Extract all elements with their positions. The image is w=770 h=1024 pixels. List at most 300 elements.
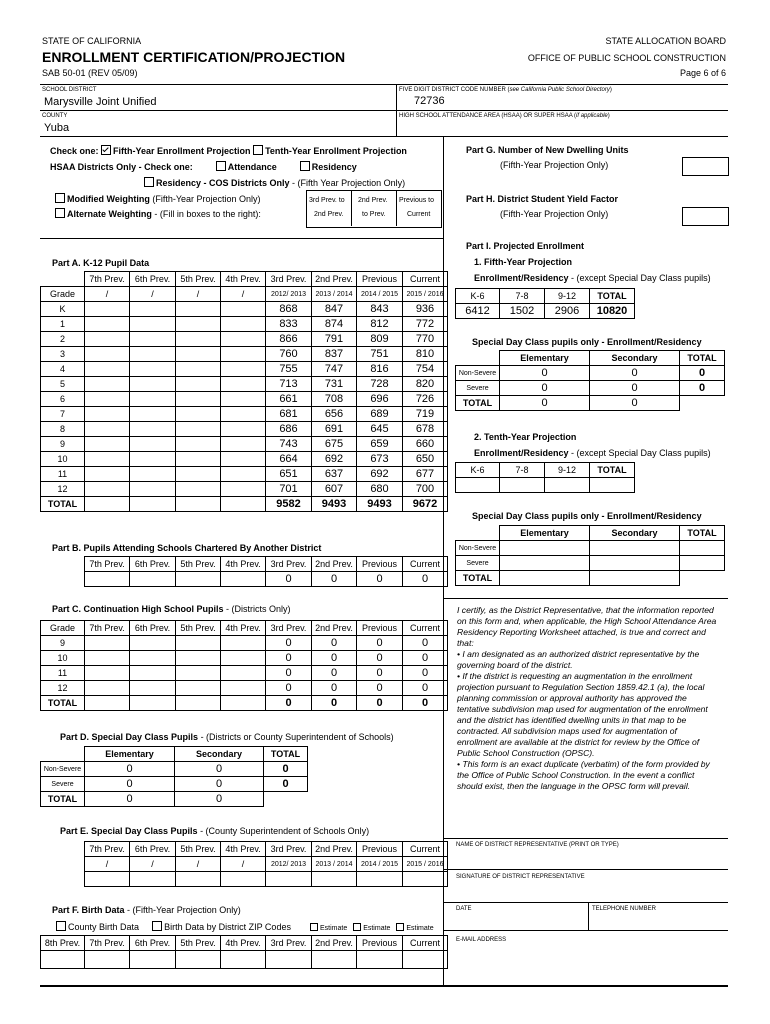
signature-field[interactable]	[455, 882, 727, 900]
data-cell[interactable]: 692	[312, 452, 357, 467]
year-cell[interactable]: 2014 / 2015	[357, 287, 403, 302]
col-header: 5th Prev.	[176, 272, 221, 287]
data-cell[interactable]	[176, 392, 221, 407]
data-cell[interactable]: 700	[403, 482, 448, 497]
data-cell[interactable]: 0	[312, 666, 357, 681]
data-cell[interactable]	[176, 636, 221, 651]
table-row	[41, 317, 448, 332]
data-cell[interactable]	[85, 317, 130, 332]
data-cell[interactable]	[221, 666, 266, 681]
county-rule	[40, 136, 728, 137]
data-cell[interactable]: 689	[357, 407, 403, 422]
data-cell[interactable]	[85, 696, 130, 711]
data-cell[interactable]	[221, 651, 266, 666]
data-cell[interactable]: 0	[403, 681, 448, 696]
board-label: STATE ALLOCATION BOARD	[605, 36, 726, 46]
data-cell[interactable]	[176, 407, 221, 422]
data-cell[interactable]	[85, 872, 130, 887]
year-cell[interactable]: 2015 / 2016	[403, 857, 448, 872]
year-cell[interactable]: 2013 / 2014	[312, 287, 357, 302]
county-field[interactable]: Yuba	[44, 122, 70, 134]
total-label: TOTAL	[456, 571, 500, 586]
data-cell[interactable]	[266, 872, 312, 887]
data-cell[interactable]: 0	[312, 681, 357, 696]
data-cell[interactable]: 713	[266, 377, 312, 392]
data-cell[interactable]: 731	[312, 377, 357, 392]
col-header: Elementary	[500, 351, 590, 366]
year-cell[interactable]: /	[130, 287, 176, 302]
data-cell[interactable]: 0	[175, 762, 264, 777]
data-cell[interactable]	[85, 452, 130, 467]
yield-factor-field[interactable]	[682, 207, 729, 226]
data-cell[interactable]	[130, 497, 176, 512]
data-cell[interactable]: 661	[266, 392, 312, 407]
data-cell[interactable]: 673	[357, 452, 403, 467]
data-cell[interactable]	[130, 651, 176, 666]
data-cell[interactable]	[130, 317, 176, 332]
data-cell[interactable]: 719	[403, 407, 448, 422]
data-cell[interactable]: 677	[403, 467, 448, 482]
data-cell[interactable]: 0	[266, 636, 312, 651]
data-cell[interactable]: 847	[312, 302, 357, 317]
data-cell[interactable]: 645	[357, 422, 403, 437]
data-cell[interactable]: 760	[266, 347, 312, 362]
data-cell[interactable]: 701	[266, 482, 312, 497]
total-cell: 9493	[312, 497, 357, 512]
data-cell[interactable]: 696	[357, 392, 403, 407]
col-header: 7th Prev.	[85, 936, 130, 951]
year-cell[interactable]: /	[176, 857, 221, 872]
year-cell[interactable]: /	[130, 857, 176, 872]
data-cell[interactable]: 936	[403, 302, 448, 317]
district-rule	[40, 110, 728, 111]
data-cell[interactable]: 843	[357, 302, 403, 317]
data-cell[interactable]: 812	[357, 317, 403, 332]
data-cell[interactable]: 868	[266, 302, 312, 317]
district-field[interactable]: Marysville Joint Unified	[44, 96, 157, 108]
data-cell[interactable]	[176, 332, 221, 347]
certification-text	[457, 605, 719, 792]
data-cell[interactable]	[357, 951, 403, 969]
column-divider	[443, 136, 444, 985]
year-cell[interactable]: /	[176, 287, 221, 302]
year-cell[interactable]: /	[221, 857, 266, 872]
part-h-title: Part H. District Student Yield Factor	[466, 194, 619, 204]
data-cell[interactable]: 0	[403, 651, 448, 666]
data-cell[interactable]: 681	[266, 407, 312, 422]
data-cell[interactable]: 0	[403, 572, 448, 587]
email-field[interactable]	[455, 945, 727, 975]
data-cell[interactable]	[130, 951, 176, 969]
data-cell[interactable]	[85, 482, 130, 497]
grade-label: 1	[41, 317, 85, 332]
data-cell[interactable]	[176, 317, 221, 332]
data-cell[interactable]: 0	[85, 777, 175, 792]
weight-label: 2nd Prev.	[314, 211, 344, 218]
data-cell[interactable]	[176, 872, 221, 887]
data-cell[interactable]	[130, 467, 176, 482]
data-cell[interactable]	[403, 951, 448, 969]
data-cell[interactable]	[221, 392, 266, 407]
date-label: DATE	[456, 906, 472, 912]
estimate-checkbox-2[interactable]	[353, 923, 361, 931]
data-cell[interactable]	[176, 422, 221, 437]
dwelling-units-field[interactable]	[682, 157, 729, 176]
total-cell: 0	[590, 396, 680, 411]
sig-rule	[443, 869, 728, 870]
data-cell[interactable]: 0	[266, 666, 312, 681]
data-cell[interactable]: 0	[590, 366, 680, 381]
data-cell[interactable]: 656	[312, 407, 357, 422]
table-row	[41, 651, 448, 666]
data-cell[interactable]: 650	[403, 452, 448, 467]
grade-label: 9	[41, 636, 85, 651]
data-cell[interactable]	[500, 556, 590, 571]
grade-label: 10	[41, 651, 85, 666]
data-cell[interactable]: 0	[403, 636, 448, 651]
year-cell[interactable]: 2012/ 2013	[266, 857, 312, 872]
data-cell[interactable]	[221, 332, 266, 347]
data-cell[interactable]	[130, 347, 176, 362]
data-cell[interactable]	[85, 681, 130, 696]
data-cell[interactable]	[85, 651, 130, 666]
data-cell[interactable]: 678	[403, 422, 448, 437]
data-cell[interactable]: 0	[175, 777, 264, 792]
table-row	[41, 482, 448, 497]
data-cell[interactable]	[221, 467, 266, 482]
data-cell[interactable]: 0	[590, 381, 680, 396]
data-cell[interactable]	[221, 407, 266, 422]
grade-label: 11	[41, 666, 85, 681]
total-label: TOTAL	[41, 792, 85, 807]
data-cell[interactable]: 728	[357, 377, 403, 392]
data-cell[interactable]: 637	[312, 467, 357, 482]
data-cell[interactable]	[221, 482, 266, 497]
grade-header: Grade	[41, 621, 85, 636]
data-cell[interactable]	[221, 347, 266, 362]
data-cell[interactable]	[130, 407, 176, 422]
data-cell[interactable]	[266, 951, 312, 969]
part-f-table	[40, 935, 448, 969]
data-cell[interactable]: 0	[266, 572, 312, 587]
data-cell[interactable]	[176, 951, 221, 969]
col-header: 6th Prev.	[130, 842, 176, 857]
data-cell[interactable]: 772	[403, 317, 448, 332]
data-cell[interactable]: 747	[312, 362, 357, 377]
data-cell[interactable]	[130, 332, 176, 347]
col-header: 2nd Prev.	[312, 936, 357, 951]
col-header: Elementary	[85, 747, 175, 762]
data-cell[interactable]	[176, 696, 221, 711]
part-c-table	[40, 620, 448, 711]
data-cell[interactable]: 708	[312, 392, 357, 407]
data-cell[interactable]	[500, 541, 590, 556]
table-row	[41, 392, 448, 407]
data-cell[interactable]: 607	[312, 482, 357, 497]
data-cell[interactable]	[221, 377, 266, 392]
data-cell[interactable]: 0	[85, 762, 175, 777]
data-cell[interactable]: 664	[266, 452, 312, 467]
data-cell[interactable]	[130, 302, 176, 317]
fifth-year-title: 1. Fifth-Year Projection	[474, 257, 573, 267]
data-cell[interactable]	[176, 452, 221, 467]
data-cell[interactable]: 0	[500, 381, 590, 396]
data-cell[interactable]	[221, 696, 266, 711]
data-cell[interactable]: 686	[266, 422, 312, 437]
total-cell: 10820	[590, 304, 635, 319]
data-cell[interactable]	[590, 556, 680, 571]
data-cell[interactable]	[176, 437, 221, 452]
data-cell[interactable]	[85, 636, 130, 651]
total-cell: 9672	[403, 497, 448, 512]
data-cell[interactable]	[500, 478, 545, 493]
data-cell[interactable]	[130, 437, 176, 452]
footer-rule	[40, 985, 728, 987]
data-cell[interactable]: 680	[357, 482, 403, 497]
data-cell[interactable]: 692	[357, 467, 403, 482]
data-cell[interactable]	[85, 497, 130, 512]
col-header: 3rd Prev.	[266, 557, 312, 572]
data-cell[interactable]: 866	[266, 332, 312, 347]
data-cell[interactable]: 0	[357, 651, 403, 666]
data-cell[interactable]: 0	[357, 681, 403, 696]
data-cell[interactable]	[130, 666, 176, 681]
data-cell[interactable]: 820	[403, 377, 448, 392]
residency-checkbox[interactable]	[300, 161, 310, 171]
data-cell[interactable]	[85, 437, 130, 452]
col-header: TOTAL	[590, 463, 635, 478]
data-cell[interactable]: 833	[266, 317, 312, 332]
data-cell[interactable]: 6412	[456, 304, 500, 319]
data-cell[interactable]	[130, 452, 176, 467]
data-cell[interactable]: 2906	[545, 304, 590, 319]
county-label: COUNTY	[42, 113, 68, 119]
year-cell[interactable]: 2014 / 2015	[357, 857, 403, 872]
total-cell	[680, 556, 725, 571]
data-cell[interactable]	[85, 422, 130, 437]
data-cell[interactable]	[456, 478, 500, 493]
data-cell[interactable]: 0	[357, 666, 403, 681]
data-cell[interactable]	[85, 377, 130, 392]
data-cell[interactable]: 754	[403, 362, 448, 377]
col-header: 7th Prev.	[85, 842, 130, 857]
data-cell[interactable]: 837	[312, 347, 357, 362]
data-cell[interactable]: 743	[266, 437, 312, 452]
total-label: TOTAL	[41, 696, 85, 711]
data-cell[interactable]	[176, 302, 221, 317]
year-cell[interactable]: /	[85, 857, 130, 872]
data-cell[interactable]	[85, 407, 130, 422]
data-cell[interactable]: 0	[403, 666, 448, 681]
data-cell[interactable]: 726	[403, 392, 448, 407]
table-row	[41, 467, 448, 482]
data-cell[interactable]	[130, 422, 176, 437]
table-row	[41, 681, 448, 696]
data-cell[interactable]: 770	[403, 332, 448, 347]
year-cell[interactable]: 2012/ 2013	[266, 287, 312, 302]
zip-birth-checkbox[interactable]	[152, 921, 162, 931]
data-cell[interactable]: 675	[312, 437, 357, 452]
col-header: Current	[403, 936, 448, 951]
data-cell[interactable]	[176, 651, 221, 666]
data-cell[interactable]	[403, 872, 448, 887]
data-cell[interactable]	[312, 872, 357, 887]
data-cell[interactable]	[85, 392, 130, 407]
data-cell[interactable]: 659	[357, 437, 403, 452]
col-header: 2nd Prev.	[312, 621, 357, 636]
col-header: 7th Prev.	[85, 272, 130, 287]
col-header: 4th Prev.	[221, 621, 266, 636]
total-cell: 0	[403, 696, 448, 711]
data-cell[interactable]	[312, 951, 357, 969]
total-cell: 0	[357, 696, 403, 711]
grade-label: 5	[41, 377, 85, 392]
data-cell[interactable]	[85, 572, 130, 587]
col-header: 9-12	[545, 463, 590, 478]
data-cell[interactable]: 816	[357, 362, 403, 377]
grade-label: 6	[41, 392, 85, 407]
data-cell[interactable]	[221, 362, 266, 377]
data-cell[interactable]: 0	[357, 636, 403, 651]
data-cell[interactable]: 755	[266, 362, 312, 377]
fifth-year-table	[455, 288, 635, 319]
data-cell[interactable]: 0	[312, 572, 357, 587]
year-cell[interactable]: /	[85, 287, 130, 302]
weight-label: 2nd Prev.	[358, 197, 388, 204]
date-field[interactable]	[455, 913, 585, 929]
data-cell[interactable]: 791	[312, 332, 357, 347]
data-cell[interactable]	[176, 666, 221, 681]
total-label: TOTAL	[41, 497, 85, 512]
data-cell[interactable]	[176, 362, 221, 377]
name-field[interactable]	[455, 850, 727, 868]
weighting-divider	[351, 190, 352, 226]
estimate-checkbox-3[interactable]	[396, 923, 404, 931]
fifth-year-checkbox[interactable]	[101, 145, 111, 155]
year-cell[interactable]: 2013 / 2014	[312, 857, 357, 872]
data-cell[interactable]	[221, 872, 266, 887]
data-cell[interactable]: 0	[266, 651, 312, 666]
table-row	[41, 636, 448, 651]
data-cell[interactable]	[176, 467, 221, 482]
data-cell[interactable]: 751	[357, 347, 403, 362]
data-cell[interactable]	[221, 681, 266, 696]
data-cell[interactable]	[221, 422, 266, 437]
data-cell[interactable]	[221, 302, 266, 317]
weight-label: to Prev.	[362, 211, 386, 218]
data-cell[interactable]: 874	[312, 317, 357, 332]
cert-paragraph: • I am designated as an authorized district representative by the governing board of the district.	[457, 649, 700, 670]
data-cell[interactable]: 0	[500, 366, 590, 381]
data-cell[interactable]	[221, 317, 266, 332]
alternate-weighting-checkbox[interactable]	[55, 208, 65, 218]
data-cell[interactable]: 1502	[500, 304, 545, 319]
data-cell[interactable]: 809	[357, 332, 403, 347]
data-cell[interactable]	[130, 482, 176, 497]
year-cell[interactable]: 2015 / 2016	[403, 287, 448, 302]
data-cell[interactable]	[85, 302, 130, 317]
data-cell[interactable]	[545, 478, 590, 493]
tenth-year-sub: Enrollment/Residency - (except Special Day Class pupils)	[474, 448, 711, 458]
phone-field[interactable]	[592, 913, 726, 929]
modified-weighting-row: Modified Weighting (Fifth-Year Projection Only)	[55, 193, 261, 204]
code-field[interactable]: 72736	[414, 95, 445, 107]
data-cell[interactable]	[221, 497, 266, 512]
data-cell[interactable]: 0	[357, 572, 403, 587]
data-cell[interactable]	[221, 452, 266, 467]
data-cell[interactable]: 0	[266, 681, 312, 696]
data-cell[interactable]	[85, 332, 130, 347]
cos-residency-checkbox[interactable]	[144, 177, 154, 187]
data-cell[interactable]	[85, 362, 130, 377]
data-cell[interactable]	[41, 951, 85, 969]
sdc-title-2: Special Day Class pupils only - Enrollment/Residency	[472, 511, 702, 521]
part-d-table	[40, 746, 308, 807]
data-cell[interactable]	[176, 497, 221, 512]
data-cell[interactable]: 651	[266, 467, 312, 482]
data-cell[interactable]: 660	[403, 437, 448, 452]
estimate-checkbox-1[interactable]	[310, 923, 318, 931]
data-cell[interactable]	[130, 392, 176, 407]
data-cell[interactable]	[176, 377, 221, 392]
data-cell[interactable]	[85, 951, 130, 969]
data-cell[interactable]: 810	[403, 347, 448, 362]
data-cell[interactable]	[130, 377, 176, 392]
part-a-title: Part A. K-12 Pupil Data	[52, 258, 150, 268]
data-cell[interactable]	[85, 347, 130, 362]
data-cell[interactable]: 691	[312, 422, 357, 437]
data-cell[interactable]	[130, 696, 176, 711]
data-cell[interactable]	[130, 681, 176, 696]
grade-label: 2	[41, 332, 85, 347]
data-cell[interactable]: 0	[312, 636, 357, 651]
data-cell[interactable]	[221, 951, 266, 969]
data-cell[interactable]	[85, 666, 130, 681]
grade-label: 11	[41, 467, 85, 482]
data-cell[interactable]	[221, 636, 266, 651]
data-cell[interactable]	[130, 572, 176, 587]
data-cell[interactable]	[130, 362, 176, 377]
data-cell[interactable]	[85, 467, 130, 482]
year-cell[interactable]: /	[221, 287, 266, 302]
data-cell[interactable]	[221, 437, 266, 452]
data-cell[interactable]	[176, 572, 221, 587]
data-cell[interactable]	[176, 347, 221, 362]
county-birth-checkbox[interactable]	[56, 921, 66, 931]
data-cell[interactable]: 0	[312, 651, 357, 666]
weight-label: 3rd Prev. to	[309, 197, 345, 204]
data-cell[interactable]	[590, 541, 680, 556]
col-header: 6th Prev.	[130, 557, 176, 572]
total-cell	[680, 541, 725, 556]
data-cell[interactable]	[130, 872, 176, 887]
tenth-year-checkbox[interactable]	[253, 145, 263, 155]
data-cell[interactable]	[357, 872, 403, 887]
table-row	[41, 452, 448, 467]
row-label: Severe	[456, 556, 500, 571]
sdc-table-2	[455, 525, 725, 586]
data-cell[interactable]	[221, 572, 266, 587]
data-cell[interactable]	[130, 636, 176, 651]
part-h-sub: (Fifth-Year Projection Only)	[500, 209, 609, 219]
data-cell[interactable]	[176, 482, 221, 497]
part-d-title: Part D. Special Day Class Pupils - (Districts or County Superintendent of Schools)	[60, 732, 394, 742]
attendance-checkbox[interactable]	[216, 161, 226, 171]
data-cell[interactable]	[176, 681, 221, 696]
modified-weighting-checkbox[interactable]	[55, 193, 65, 203]
total-cell: 0	[312, 696, 357, 711]
col-header: 2nd Prev.	[312, 842, 357, 857]
